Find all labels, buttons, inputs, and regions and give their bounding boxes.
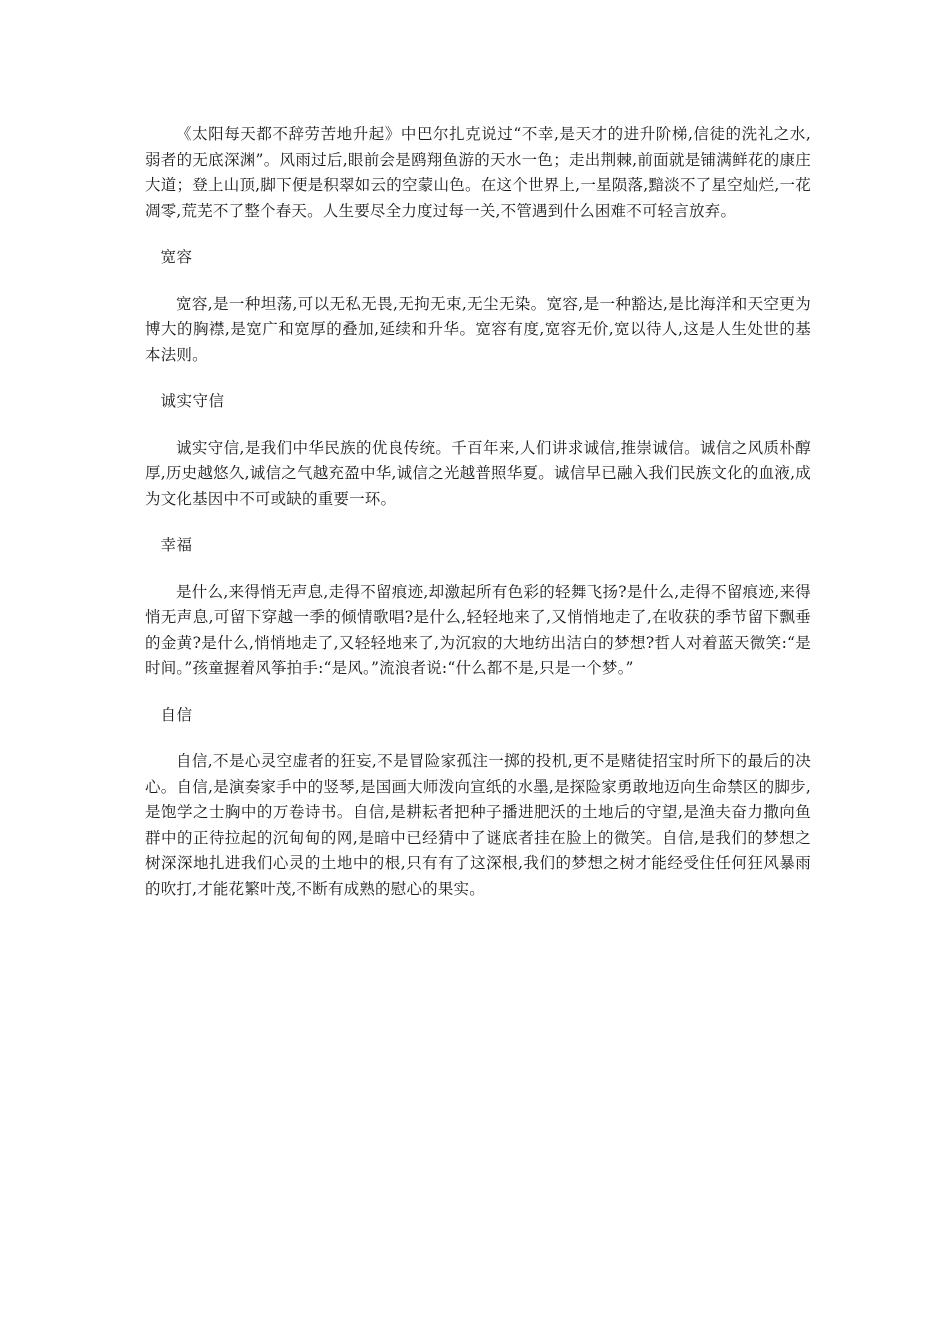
section-body-confidence: 自信,不是心灵空虚者的狂妄,不是冒险家孤注一掷的投机,更不是赌徒招宝时所下的最后的决心。自信,是演奏家手中的竖琴,是国画大师泼向宣纸的水墨,是探险家勇敢地迈向生命禁区的脚步,是饱学之士胸中的万卷诗书。自信,是耕耘者把种子播进肥沃的土地后的守望,是渔夫奋力撒向鱼群中的正待拉起的沉甸甸的网,是暗中已经猜中了谜底者挂在脸上的微笑。自信,是我们的梦想之树深深地扎进我们心灵的土地中的根,只有有了这深根,我们的梦想之树才能经受住任何狂风暴雨的吹打,才能花繁叶茂,不断有成熟的慰心的果实。 (145, 752, 811, 898)
section-heading-tolerance: 宽容 (160, 248, 193, 266)
document-page (145, 122, 811, 902)
section-heading-confidence: 自信 (160, 705, 193, 724)
section-heading-honesty: 诚实守信 (160, 392, 225, 410)
section-body-happiness: 是什么,来得悄无声息,走得不留痕迹,却激起所有色彩的轻舞飞扬?是什么,走得不留痕迹,来得悄无声息,可留下穿越一季的倾情歌唱?是什么,轻轻地来了,又悄悄地走了,在收获的季节留下飘垂的金黄?是什么,悄悄地走了,又轻轻地来了,为沉寂的大地纺出洁白的梦想?哲人对着蓝天微笑:“是时间。”孩童握着风筝拍手:“是风。”流浪者说:“什么都不是,只是一个梦。” (145, 582, 811, 677)
section-body-tolerance: 宽容,是一种坦荡,可以无私无畏,无拘无束,无尘无染。宽容,是一种豁达,是比海洋和天空更为博大的胸襟,是宽广和宽厚的叠加,延续和升华。宽容有度,宽容无价,宽以待人,这是人生处世的基本法则。 (145, 294, 811, 364)
section-body-honesty: 诚实守信,是我们中华民族的优良传统。千百年来,人们讲求诚信,推崇诚信。诚信之风质朴醇厚,历史越悠久,诚信之气越充盈中华,诚信之光越普照华夏。诚信早已融入我们民族文化的血液,成为文化基因中不可或缺的重要一环。 (145, 438, 811, 508)
section-heading-happiness: 幸福 (160, 536, 193, 554)
intro-paragraph: 《太阳每天都不辞劳苦地升起》中巴尔扎克说过“不幸,是天才的进升阶梯,信徒的洗礼之水,弱者的无底深渊”。风雨过后,眼前会是鸥翔鱼游的天水一色；走出荆棘,前面就是铺满鲜花的康庄大道；登上山顶,脚下便是积翠如云的空蒙山色。在这个世界上,一星陨落,黯淡不了星空灿烂,一花凋零,荒芜不了整个春天。人生要尽全力度过每一关,不管遇到什么困难不可轻言放弃。 (145, 125, 811, 220)
